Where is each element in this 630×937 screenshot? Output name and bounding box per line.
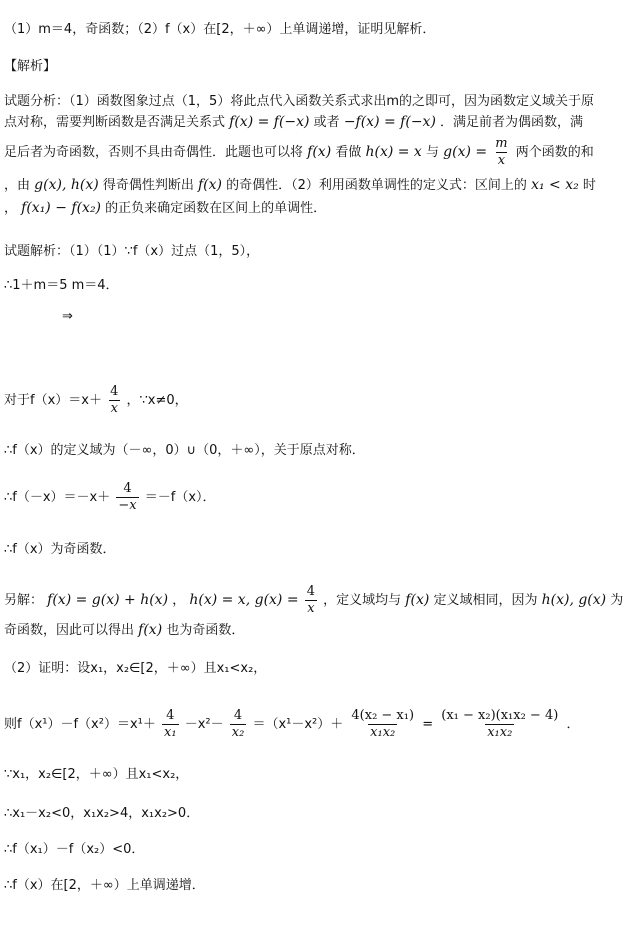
answer-line: （1）m＝4，奇函数；（2）f（x）在[2，＋∞）上单调递增，证明见解析． bbox=[4, 22, 436, 37]
fraction-4-over-x-alt: $\frac{4}{x}$ bbox=[306, 584, 315, 616]
solution-line-2: ∴1＋m＝5 m＝4． bbox=[4, 278, 119, 293]
analysis-line-2: 点对称，需要判断函数是否满足关系式 f(x) = f(−x) 或者 −f(x) = f(−x) ．满足前者为偶函数，满 bbox=[4, 114, 584, 130]
analysis-line-3: 足后者为奇函数，否则不具由奇偶性．此题也可以将 f(x) 看做 h(x) = x 与 g(x) = $\frac{m}{x}$ 两个函数的和 bbox=[4, 136, 594, 168]
fraction-4-over-neg-x: $\frac{4}{-x}$ bbox=[118, 481, 137, 513]
analysis-line-4: ，由 g(x), h(x) 得奇偶性判断出 f(x) 的奇偶性．（2）利用函数单调性的定义式：区间上的 x₁ < x₂ 时 bbox=[4, 177, 596, 193]
analysis-line-5: ， f(x₁) − f(x₂) 的正负来确定函数在区间上的单调性． bbox=[4, 200, 327, 216]
implies-arrow: ⇒ bbox=[62, 309, 73, 324]
section-header: 【解析】 bbox=[4, 59, 57, 74]
fraction-factored: $\frac{\text{(x₁ − x₂)(x₁x₂ − 4)}}{\text{x₁x₂}}$ bbox=[441, 708, 559, 740]
part2-line-4: ∴x₁－x₂<0，x₁x₂>4，x₁x₂>0． bbox=[4, 806, 200, 821]
part2-line-2: 则f（x¹）－f（x²）＝x¹＋ $\frac{4}{\text{x₁}}$ －x²－ $\frac{4}{\text{x₂}}$ ＝（x¹－x²）＋ $\frac{\text{4(x₂ − x₁)}}{\text{x₁x₂}}$ = $\frac{\text{(x₁ − x₂)(x₁x₂ − 4)}}{\text{x₁x₂}}$ ． bbox=[4, 708, 580, 740]
equation-even: f(x) = f(−x) bbox=[229, 114, 310, 130]
fraction-4-over-x2: $\frac{4}{\text{x₂}}$ bbox=[231, 708, 245, 740]
fraction-4-over-x1: $\frac{4}{\text{x₁}}$ bbox=[164, 708, 177, 740]
solution-line-3: 对于f（x）＝x＋ $\frac{4}{x}$ ，∵x≠0， bbox=[4, 384, 188, 416]
part2-line-1: （2）证明：设x₁，x₂∈[2，＋∞）且x₁<x₂， bbox=[4, 661, 267, 676]
part2-line-6: ∴f（x）在[2，＋∞）上单调递增． bbox=[4, 878, 205, 893]
solution-line-1: 试题解析：（1）（1）∵f（x）过点（1，5）， bbox=[4, 244, 260, 259]
alternative-line-1: 另解： f(x) = g(x) + h(x) ， h(x) = x, g(x) = $\frac{4}{x}$ ，定义域均与 f(x) 定义域相同，因为 h(x), g(x) 为 bbox=[4, 584, 624, 616]
fraction-difference: $\frac{\text{4(x₂ − x₁)}}{\text{x₁x₂}}$ bbox=[351, 708, 415, 740]
alternative-line-2: 奇函数，因此可以得出 f(x) 也为奇函数． bbox=[4, 622, 245, 638]
fraction-4-over-x: $\frac{4}{x}$ bbox=[110, 384, 119, 416]
analysis-line-1: 试题分析：（1）函数图象过点（1，5）将此点代入函数关系式求出m的之即可，因为函数定义域关于原 bbox=[4, 94, 594, 109]
equation-odd: −f(x) = f(−x) bbox=[343, 114, 436, 130]
solution-line-4: ∴f（x）的定义域为（－∞，0）∪（0，＋∞），关于原点对称． bbox=[4, 443, 365, 458]
fraction-m-over-x: $\frac{m}{x}$ bbox=[495, 136, 508, 168]
part2-line-3: ∵x₁，x₂∈[2，＋∞）且x₁<x₂， bbox=[4, 767, 189, 782]
solution-line-5: ∴f（－x）＝－x＋ $\frac{4}{-x}$ ＝－f（x）． bbox=[4, 481, 216, 513]
part2-line-5: ∴f（x₁）－f（x₂）<0． bbox=[4, 842, 145, 857]
solution-line-6: ∴f（x）为奇函数． bbox=[4, 542, 116, 557]
